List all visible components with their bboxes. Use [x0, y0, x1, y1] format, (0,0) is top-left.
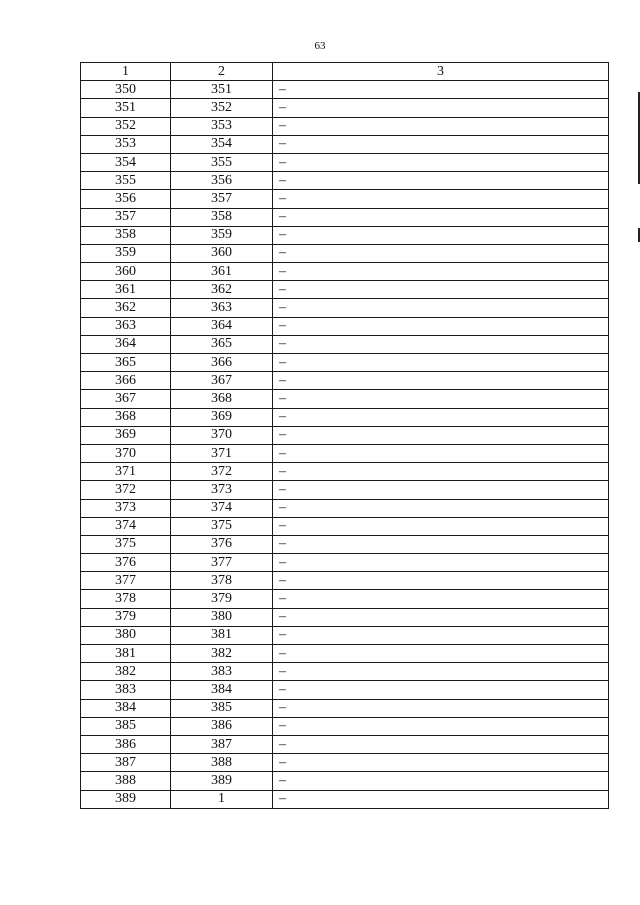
cell-col1: 374 — [81, 517, 171, 535]
table-row — [81, 153, 609, 171]
cell-col3: – — [273, 172, 609, 190]
cell-col1: 385 — [81, 717, 171, 735]
cell-col1: 366 — [81, 372, 171, 390]
table-row — [81, 354, 609, 372]
cell-col1: 373 — [81, 499, 171, 517]
cell-col3: – — [273, 244, 609, 262]
cell-col2: 362 — [171, 281, 273, 299]
cell-col2: 356 — [171, 172, 273, 190]
cell-col3: – — [273, 81, 609, 99]
table-row — [81, 699, 609, 717]
cell-col3: – — [273, 226, 609, 244]
cell-col1: 358 — [81, 226, 171, 244]
cell-col1: 389 — [81, 790, 171, 808]
table-row — [81, 554, 609, 572]
table-row — [81, 426, 609, 444]
cell-col1: 372 — [81, 481, 171, 499]
cell-col2: 355 — [171, 153, 273, 171]
cell-col1: 376 — [81, 554, 171, 572]
page-number: 63 — [314, 40, 326, 52]
cell-col3: – — [273, 535, 609, 553]
column-header-1: 1 — [81, 63, 171, 81]
table-row — [81, 590, 609, 608]
cell-col2: 374 — [171, 499, 273, 517]
table-row — [81, 408, 609, 426]
cell-col2: 354 — [171, 135, 273, 153]
cell-col2: 352 — [171, 99, 273, 117]
cell-col2: 368 — [171, 390, 273, 408]
cell-col2: 375 — [171, 517, 273, 535]
cell-col2: 361 — [171, 263, 273, 281]
cell-col2: 369 — [171, 408, 273, 426]
cell-col2: 372 — [171, 463, 273, 481]
cell-col2: 376 — [171, 535, 273, 553]
cell-col2: 380 — [171, 608, 273, 626]
table-row — [81, 463, 609, 481]
cell-col1: 357 — [81, 208, 171, 226]
cell-col1: 362 — [81, 299, 171, 317]
cell-col1: 383 — [81, 681, 171, 699]
cell-col2: 379 — [171, 590, 273, 608]
table-row — [81, 208, 609, 226]
cell-col3: – — [273, 299, 609, 317]
cell-col2: 383 — [171, 663, 273, 681]
cell-col2: 381 — [171, 626, 273, 644]
cell-col1: 375 — [81, 535, 171, 553]
cell-col1: 352 — [81, 117, 171, 135]
table-row — [81, 499, 609, 517]
column-header-2: 2 — [171, 63, 273, 81]
cell-col2: 378 — [171, 572, 273, 590]
cell-col3: – — [273, 335, 609, 353]
cell-col3: – — [273, 190, 609, 208]
cell-col3: – — [273, 153, 609, 171]
table-row — [81, 517, 609, 535]
cell-col1: 386 — [81, 735, 171, 753]
cell-col3: – — [273, 717, 609, 735]
cell-col3: – — [273, 590, 609, 608]
cell-col2: 387 — [171, 735, 273, 753]
table-row — [81, 681, 609, 699]
cell-col3: – — [273, 754, 609, 772]
cell-col3: – — [273, 608, 609, 626]
cell-col2: 388 — [171, 754, 273, 772]
cell-col2: 366 — [171, 354, 273, 372]
cell-col2: 382 — [171, 645, 273, 663]
cell-col2: 386 — [171, 717, 273, 735]
cell-col1: 359 — [81, 244, 171, 262]
cell-col1: 382 — [81, 663, 171, 681]
cell-col3: – — [273, 681, 609, 699]
table-row — [81, 226, 609, 244]
table-row — [81, 263, 609, 281]
cell-col2: 358 — [171, 208, 273, 226]
cell-col1: 379 — [81, 608, 171, 626]
cell-col3: – — [273, 772, 609, 790]
cell-col1: 367 — [81, 390, 171, 408]
cell-col2: 384 — [171, 681, 273, 699]
cell-col3: – — [273, 481, 609, 499]
cell-col3: – — [273, 735, 609, 753]
cell-col1: 351 — [81, 99, 171, 117]
cell-col2: 370 — [171, 426, 273, 444]
table-row — [81, 535, 609, 553]
cell-col3: – — [273, 372, 609, 390]
cell-col1: 387 — [81, 754, 171, 772]
cell-col2: 359 — [171, 226, 273, 244]
cell-col3: – — [273, 208, 609, 226]
cell-col3: – — [273, 408, 609, 426]
cell-col1: 368 — [81, 408, 171, 426]
cell-col1: 365 — [81, 354, 171, 372]
table-row — [81, 135, 609, 153]
cell-col1: 378 — [81, 590, 171, 608]
table-row — [81, 663, 609, 681]
cell-col3: – — [273, 263, 609, 281]
cell-col3: – — [273, 117, 609, 135]
table-row — [81, 81, 609, 99]
cell-col3: – — [273, 554, 609, 572]
cell-col3: – — [273, 354, 609, 372]
table-row — [81, 117, 609, 135]
table-row — [81, 645, 609, 663]
data-table — [80, 62, 609, 809]
table-row — [81, 608, 609, 626]
cell-col2: 367 — [171, 372, 273, 390]
cell-col3: – — [273, 444, 609, 462]
table-row — [81, 772, 609, 790]
table-row — [81, 717, 609, 735]
table-row — [81, 299, 609, 317]
table-row — [81, 99, 609, 117]
cell-col1: 381 — [81, 645, 171, 663]
cell-col2: 1 — [171, 790, 273, 808]
cell-col1: 369 — [81, 426, 171, 444]
table-header — [81, 63, 609, 81]
cell-col3: – — [273, 663, 609, 681]
table-row — [81, 572, 609, 590]
table-row — [81, 754, 609, 772]
cell-col1: 384 — [81, 699, 171, 717]
cell-col2: 371 — [171, 444, 273, 462]
cell-col2: 373 — [171, 481, 273, 499]
table-row — [81, 190, 609, 208]
cell-col3: – — [273, 281, 609, 299]
cell-col1: 364 — [81, 335, 171, 353]
cell-col2: 364 — [171, 317, 273, 335]
column-header-3: 3 — [273, 63, 609, 81]
cell-col2: 365 — [171, 335, 273, 353]
cell-col3: – — [273, 390, 609, 408]
table-row — [81, 790, 609, 808]
cell-col2: 357 — [171, 190, 273, 208]
cell-col1: 353 — [81, 135, 171, 153]
cell-col2: 377 — [171, 554, 273, 572]
table-body — [81, 81, 609, 809]
cell-col2: 385 — [171, 699, 273, 717]
cell-col2: 389 — [171, 772, 273, 790]
cell-col3: – — [273, 99, 609, 117]
cell-col1: 363 — [81, 317, 171, 335]
table-row — [81, 481, 609, 499]
cell-col3: – — [273, 499, 609, 517]
table-row — [81, 444, 609, 462]
header-row — [81, 63, 609, 81]
cell-col3: – — [273, 790, 609, 808]
cell-col3: – — [273, 317, 609, 335]
cell-col3: – — [273, 699, 609, 717]
table-row — [81, 335, 609, 353]
cell-col3: – — [273, 645, 609, 663]
cell-col1: 377 — [81, 572, 171, 590]
cell-col1: 380 — [81, 626, 171, 644]
cell-col2: 353 — [171, 117, 273, 135]
table-row — [81, 244, 609, 262]
cell-col3: – — [273, 135, 609, 153]
table-row — [81, 390, 609, 408]
cell-col1: 356 — [81, 190, 171, 208]
cell-col1: 354 — [81, 153, 171, 171]
cell-col1: 355 — [81, 172, 171, 190]
table-row — [81, 372, 609, 390]
cell-col3: – — [273, 626, 609, 644]
cell-col1: 388 — [81, 772, 171, 790]
cell-col1: 350 — [81, 81, 171, 99]
cell-col3: – — [273, 572, 609, 590]
table-row — [81, 626, 609, 644]
table-row — [81, 172, 609, 190]
cell-col2: 351 — [171, 81, 273, 99]
cell-col2: 360 — [171, 244, 273, 262]
cell-col3: – — [273, 517, 609, 535]
table-row — [81, 281, 609, 299]
table-row — [81, 735, 609, 753]
table-row — [81, 317, 609, 335]
cell-col1: 371 — [81, 463, 171, 481]
cell-col1: 370 — [81, 444, 171, 462]
cell-col2: 363 — [171, 299, 273, 317]
cell-col1: 360 — [81, 263, 171, 281]
cell-col3: – — [273, 426, 609, 444]
cell-col3: – — [273, 463, 609, 481]
cell-col1: 361 — [81, 281, 171, 299]
